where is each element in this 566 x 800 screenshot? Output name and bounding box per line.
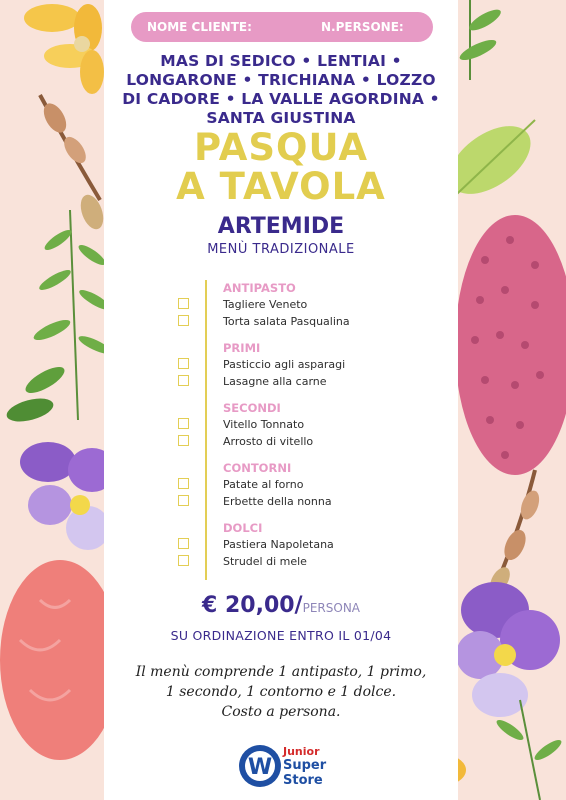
item-checkbox[interactable]	[178, 418, 189, 429]
menu-item: Vitello Tonnato	[223, 418, 305, 431]
menu-item: Pasticcio agli asparagi	[223, 358, 346, 371]
section-title: ANTIPASTO	[223, 281, 296, 295]
location-line: LONGARONE • TRICHIANA • LOZZO	[126, 71, 436, 89]
price-unit: PERSONA	[302, 601, 360, 615]
yellow-flower-icon	[24, 4, 104, 94]
menu-item: Erbette della nonna	[223, 495, 332, 508]
menu-item: Lasagne alla carne	[223, 375, 327, 388]
pansy-flower-icon	[20, 442, 116, 550]
menu-item: Arrosto di vitello	[223, 435, 314, 448]
menu-subtitle: MENÙ TRADIZIONALE	[207, 242, 355, 257]
page-title-line-2: A TAVOLA	[176, 165, 386, 208]
menu-divider	[205, 280, 207, 580]
menu-item: Strudel di mele	[223, 555, 307, 568]
item-checkbox[interactable]	[178, 315, 189, 326]
pink-egg-icon	[455, 215, 566, 475]
client-name-label: NOME CLIENTE:	[147, 20, 252, 34]
restaurant-name: ARTEMIDE	[217, 214, 345, 239]
item-checkbox[interactable]	[178, 478, 189, 489]
section-title: PRIMI	[223, 341, 261, 355]
locations-list	[104, 52, 458, 128]
menu-item: Pastiera Napoletana	[223, 538, 334, 551]
item-checkbox[interactable]	[178, 555, 189, 566]
description-line: 1 secondo, 1 contorno e 1 dolce.	[165, 684, 397, 700]
menu-description	[104, 662, 458, 722]
item-checkbox[interactable]	[178, 435, 189, 446]
menu-item: Tagliere Veneto	[223, 298, 308, 311]
location-line: MAS DI SEDICO • LENTIAI •	[160, 52, 402, 70]
people-count-label: N.PERSONE:	[321, 20, 404, 34]
page-title-line-1: PASQUA	[194, 126, 368, 169]
item-checkbox[interactable]	[178, 538, 189, 549]
section-title: DOLCI	[223, 521, 263, 535]
price-amount: € 20,00/	[202, 593, 303, 618]
item-checkbox[interactable]	[178, 298, 189, 309]
logo-letter: W	[247, 755, 273, 780]
item-checkbox[interactable]	[178, 495, 189, 506]
item-checkbox[interactable]	[178, 358, 189, 369]
menu-item: Torta salata Pasqualina	[223, 315, 350, 328]
menu-item: Patate al forno	[223, 478, 304, 491]
order-deadline-note: SU ORDINAZIONE ENTRO IL 01/04	[170, 628, 392, 643]
section-title: SECONDI	[223, 401, 281, 415]
location-line: SANTA GIUSTINA	[206, 109, 356, 127]
item-checkbox[interactable]	[178, 375, 189, 386]
client-info-bar	[131, 12, 433, 42]
logo-text-line: Junior	[283, 745, 320, 758]
description-line: Costo a persona.	[221, 704, 341, 720]
junior-super-store-logo	[238, 742, 288, 792]
description-line: Il menù comprende 1 antipasto, 1 primo,	[135, 664, 427, 680]
logo-text-line: Super	[283, 758, 327, 773]
logo-text-line: Store	[283, 773, 323, 788]
section-title: CONTORNI	[223, 461, 292, 475]
pink-egg-icon	[0, 560, 120, 760]
location-line: DI CADORE • LA VALLE AGORDINA •	[122, 90, 440, 108]
pansy-flower-icon	[456, 582, 560, 717]
green-leaves-icon	[4, 210, 113, 426]
price-row	[104, 593, 458, 618]
